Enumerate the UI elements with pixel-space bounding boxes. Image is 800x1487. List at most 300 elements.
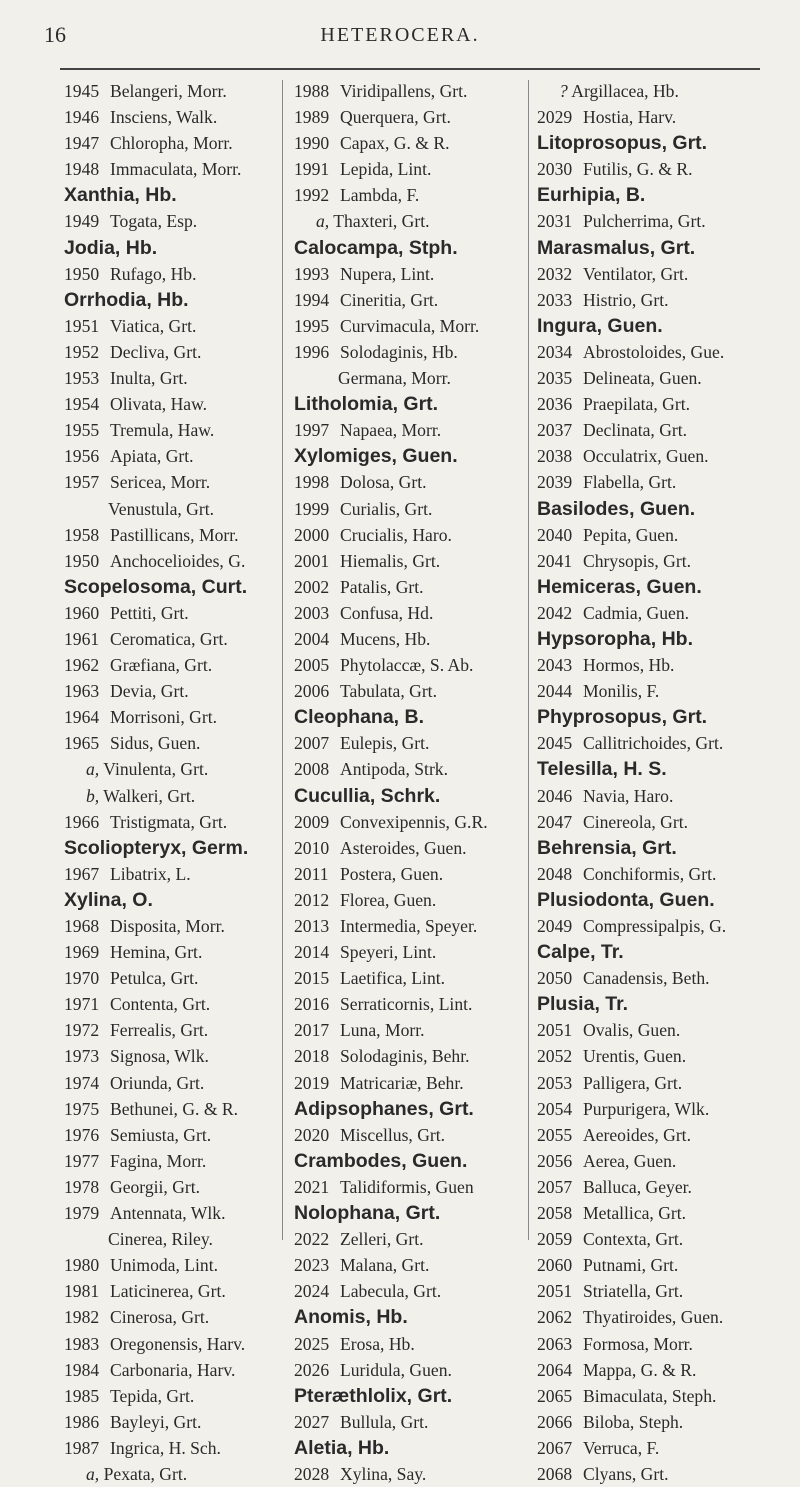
variety-name: Vinulenta, Grt. — [103, 759, 209, 780]
variety-name: Thaxteri, Grt. — [333, 211, 430, 232]
species-entry — [537, 1200, 787, 1226]
entry-number: 1974 — [64, 1072, 100, 1093]
entry-number: 1957 — [64, 472, 100, 493]
species-entry — [64, 809, 274, 835]
genus-heading: Orrhodia, Hb. — [64, 288, 189, 311]
species-entry — [64, 339, 274, 365]
species-name: Disposita, Morr. — [110, 916, 225, 936]
species-entry — [294, 1331, 520, 1357]
genus-heading: Scoliopteryx, Germ. — [64, 836, 249, 859]
species-name: Contexta, Grt. — [583, 1229, 684, 1250]
entry-number: 2038 — [537, 446, 573, 467]
genus-heading: Plusia, Tr. — [537, 993, 629, 1016]
species-entry — [64, 1043, 274, 1069]
species-name: Postera, Guen. — [340, 863, 444, 884]
species-name: Sericea, Morr. — [110, 472, 211, 493]
variety-label: a, — [86, 1463, 100, 1484]
entry-number: 2063 — [537, 1333, 573, 1354]
species-name: Lepida, Lint. — [340, 159, 432, 180]
species-entry — [294, 548, 520, 574]
species-entry — [294, 496, 520, 522]
entry-number: 2060 — [537, 1255, 573, 1276]
genus-heading: Hypsoropha, Hb. — [537, 627, 694, 650]
entry-number: 2034 — [537, 341, 573, 362]
species-entry — [537, 548, 787, 574]
entry-number: 2027 — [294, 1411, 330, 1432]
entry-number: 2002 — [294, 576, 330, 597]
running-head: HETEROCERA. — [320, 24, 480, 46]
column-1 — [64, 78, 274, 1487]
species-name: Tabulata, Grt. — [340, 681, 437, 702]
species-entry — [294, 678, 520, 704]
species-name: Florea, Guen. — [340, 889, 437, 910]
entry-number: 1997 — [294, 420, 330, 441]
species-entry — [64, 522, 274, 548]
entry-number: 2058 — [537, 1203, 573, 1224]
entry-number: 1979 — [64, 1203, 100, 1224]
entry-number: 2039 — [537, 472, 573, 493]
species-name: Georgii, Grt. — [110, 1176, 201, 1197]
species-name: Inulta, Grt. — [110, 368, 188, 389]
entry-number: 2020 — [294, 1124, 330, 1145]
entry-number: 1983 — [64, 1333, 100, 1354]
species-entry — [64, 1409, 274, 1435]
species-name: Cadmia, Guen. — [583, 602, 690, 623]
species-name: Occulatrix, Guen. — [583, 446, 709, 467]
species-entry — [64, 600, 274, 626]
entry-number: 1961 — [64, 628, 100, 649]
species-name: Hostia, Harv. — [583, 107, 677, 128]
species-entry — [64, 104, 274, 130]
species-entry — [64, 1357, 274, 1383]
species-entry — [294, 78, 520, 104]
genus-heading: Litholomia, Grt. — [294, 393, 439, 416]
species-name: Ferrealis, Grt. — [110, 1020, 209, 1041]
entry-number: 2035 — [537, 368, 573, 389]
entry-number: 2009 — [294, 811, 330, 832]
species-entry — [294, 1017, 520, 1043]
species-name: Purpurigera, Wlk. — [583, 1098, 710, 1119]
species-name: Togata, Esp. — [110, 211, 198, 232]
species-name: Histrio, Grt. — [583, 289, 669, 310]
species-name: Semiusta, Grt. — [110, 1124, 212, 1145]
species-entry — [294, 574, 520, 600]
species-entry — [537, 156, 787, 182]
species-name: Hormos, Hb. — [583, 655, 675, 676]
entry-number: 1990 — [294, 133, 330, 154]
entry-number: 1960 — [64, 602, 100, 623]
entry-number: 1992 — [294, 185, 330, 206]
entry-number: 2022 — [294, 1229, 330, 1250]
species-entry — [64, 1096, 274, 1122]
entry-number: 2033 — [537, 289, 573, 310]
entry-number: 1975 — [64, 1098, 100, 1119]
entry-number: 1986 — [64, 1411, 100, 1432]
species-entry — [64, 156, 274, 182]
species-name: Oriunda, Grt. — [110, 1072, 205, 1093]
species-name: Intermedia, Speyer. — [340, 916, 478, 936]
genus-heading: Aletia, Hb. — [294, 1436, 390, 1459]
entry-number: 1988 — [294, 81, 330, 101]
species-entry — [537, 391, 787, 417]
species-entry — [294, 1461, 520, 1487]
species-entry — [64, 1278, 274, 1304]
genus-heading: Litoprosopus, Grt. — [537, 132, 708, 155]
entry-number: 2067 — [537, 1437, 573, 1458]
species-entry — [64, 313, 274, 339]
column-3 — [537, 78, 787, 1487]
species-name: Olivata, Haw. — [110, 394, 208, 415]
species-entry — [537, 809, 787, 835]
species-entry — [64, 1122, 274, 1148]
entry-number: 1950 — [64, 550, 100, 571]
species-name: Phytolaccæ, S. Ab. — [340, 655, 474, 676]
entry-number: 1949 — [64, 211, 100, 232]
entry-number: 2051 — [537, 1281, 573, 1302]
species-name: Matricariæ, Behr. — [340, 1072, 464, 1093]
entry-number: 2042 — [537, 602, 573, 623]
species-entry — [537, 1331, 787, 1357]
entry-number: 2023 — [294, 1255, 330, 1276]
species-name: Canadensis, Beth. — [583, 968, 710, 989]
species-name: Futilis, G. & R. — [583, 159, 693, 180]
species-entry — [64, 704, 274, 730]
species-name: Belangeri, Morr. — [110, 81, 227, 101]
species-entry — [64, 1200, 274, 1226]
species-name: Patalis, Grt. — [340, 576, 424, 597]
species-name: Praepilata, Grt. — [583, 394, 690, 415]
entry-number: 1951 — [64, 315, 100, 336]
entry-number: 2017 — [294, 1020, 330, 1041]
species-entry — [537, 261, 787, 287]
variety-label: ? — [559, 81, 568, 101]
entry-number: 1985 — [64, 1385, 100, 1406]
genus-heading: Anomis, Hb. — [294, 1306, 408, 1329]
genus-heading: Calpe, Tr. — [537, 941, 624, 964]
species-entry — [64, 861, 274, 887]
species-entry — [64, 730, 274, 756]
species-entry — [294, 887, 520, 913]
species-name: Flabella, Grt. — [583, 472, 677, 493]
entry-number: 2007 — [294, 733, 330, 754]
variety-entry — [294, 208, 520, 234]
species-entry — [64, 365, 274, 391]
entry-number: 1954 — [64, 394, 100, 415]
entry-number: 1969 — [64, 942, 100, 963]
species-name: Cineritia, Grt. — [340, 289, 439, 310]
species-entry — [64, 1383, 274, 1409]
species-entry — [64, 208, 274, 234]
species-name: Labecula, Grt. — [340, 1281, 442, 1302]
genus-heading: Eurhipia, B. — [537, 184, 646, 207]
species-entry — [64, 443, 274, 469]
species-name: Unimoda, Lint. — [110, 1255, 218, 1276]
genus-heading: Scopelosoma, Curt. — [64, 575, 248, 598]
species-name: Aereoides, Grt. — [583, 1124, 691, 1145]
entry-number: 1968 — [64, 916, 100, 936]
species-entry — [294, 1252, 520, 1278]
species-name: Viridipallens, Grt. — [340, 81, 468, 101]
species-name: Oregonensis, Harv. — [110, 1333, 246, 1354]
entry-number: 1995 — [294, 315, 330, 336]
species-name: Convexipennis, G.R. — [340, 811, 488, 832]
species-entry — [294, 182, 520, 208]
variety-entry — [64, 1461, 274, 1487]
species-entry — [537, 1226, 787, 1252]
entry-number: 1989 — [294, 107, 330, 128]
species-entry — [64, 1174, 274, 1200]
entry-number: 2005 — [294, 655, 330, 676]
species-entry — [537, 913, 787, 939]
entry-number: 1946 — [64, 107, 100, 128]
entry-number: 2030 — [537, 159, 573, 180]
column-2 — [294, 78, 520, 1487]
entry-number: 2037 — [537, 420, 573, 441]
entry-number: 2025 — [294, 1333, 330, 1354]
entry-number: 2045 — [537, 733, 573, 754]
species-entry — [537, 965, 787, 991]
entry-number: 1963 — [64, 681, 100, 702]
species-entry — [294, 600, 520, 626]
species-name: Eulepis, Grt. — [340, 733, 430, 754]
entry-number: 2001 — [294, 550, 330, 571]
species-name: Declinata, Grt. — [583, 420, 688, 441]
entry-number: 1981 — [64, 1281, 100, 1302]
species-name: Malana, Grt. — [340, 1255, 430, 1276]
entry-number: 2036 — [537, 394, 573, 415]
species-name: Bullula, Grt. — [340, 1411, 429, 1432]
genus-heading: Xanthia, Hb. — [64, 184, 177, 207]
species-name: Ceromatica, Grt. — [110, 628, 228, 649]
species-entry — [64, 626, 274, 652]
entry-number: 2054 — [537, 1098, 573, 1119]
species-entry — [537, 1043, 787, 1069]
species-name: Verruca, F. — [583, 1437, 660, 1458]
entry-number: 2041 — [537, 550, 573, 571]
species-entry — [64, 913, 274, 939]
species-name: Devia, Grt. — [110, 681, 189, 702]
entry-number: 2006 — [294, 681, 330, 702]
genus-heading: Ingura, Guen. — [537, 314, 663, 337]
entry-number: 1947 — [64, 133, 100, 154]
species-entry — [537, 1148, 787, 1174]
genus-heading: Pteræthlolix, Grt. — [294, 1384, 453, 1407]
species-name: Insciens, Walk. — [110, 107, 218, 128]
species-entry — [64, 130, 274, 156]
synonym-entry: Venustula, Grt. — [108, 498, 215, 519]
species-entry — [537, 522, 787, 548]
species-name: Laticinerea, Grt. — [110, 1281, 226, 1302]
species-name: Rufago, Hb. — [110, 263, 197, 284]
species-name: Napaea, Morr. — [340, 420, 442, 441]
species-name: Cinereola, Grt. — [583, 811, 689, 832]
entry-number: 1958 — [64, 524, 100, 545]
species-entry — [64, 939, 274, 965]
species-entry — [294, 835, 520, 861]
species-entry — [537, 417, 787, 443]
species-entry — [294, 104, 520, 130]
entry-number: 1976 — [64, 1124, 100, 1145]
species-name: Balluca, Geyer. — [583, 1176, 692, 1197]
species-name: Ventilator, Grt. — [583, 263, 689, 284]
species-name: Hemina, Grt. — [110, 942, 203, 963]
species-name: Querquera, Grt. — [340, 107, 451, 128]
species-name: Chloropha, Morr. — [110, 133, 233, 154]
entry-number: 2046 — [537, 785, 573, 806]
species-name: Curvimacula, Morr. — [340, 315, 480, 336]
entry-number: 2053 — [537, 1072, 573, 1093]
species-name: Viatica, Grt. — [110, 315, 197, 336]
species-name: Immaculata, Morr. — [110, 159, 242, 180]
species-entry — [64, 1331, 274, 1357]
species-name: Contenta, Grt. — [110, 994, 211, 1015]
species-entry — [294, 965, 520, 991]
species-name: Hiemalis, Grt. — [340, 550, 441, 571]
species-entry — [294, 913, 520, 939]
species-name: Laetifica, Lint. — [340, 968, 446, 989]
entry-number: 2000 — [294, 524, 330, 545]
genus-heading: Behrensia, Grt. — [537, 836, 677, 859]
entry-number: 2010 — [294, 837, 330, 858]
species-entry — [64, 991, 274, 1017]
synonym-entry: Germana, Morr. — [338, 368, 451, 389]
page-number: 16 — [44, 22, 66, 47]
entry-number: 2003 — [294, 602, 330, 623]
entry-number: 2004 — [294, 628, 330, 649]
species-entry — [537, 1461, 787, 1487]
species-entry — [537, 600, 787, 626]
species-entry — [537, 1174, 787, 1200]
column-rule-2 — [528, 80, 529, 1240]
entry-number: 2047 — [537, 811, 573, 832]
species-entry — [294, 652, 520, 678]
species-name: Apiata, Grt. — [110, 446, 194, 467]
species-entry — [537, 1122, 787, 1148]
species-entry — [537, 1278, 787, 1304]
entry-number: 2011 — [294, 863, 329, 884]
species-name: Antennata, Wlk. — [110, 1203, 226, 1224]
genus-heading: Calocampa, Stph. — [294, 236, 458, 259]
species-name: Decliva, Grt. — [110, 341, 202, 362]
species-entry — [294, 313, 520, 339]
entry-number: 2050 — [537, 968, 573, 989]
entry-number: 1973 — [64, 1046, 100, 1067]
entry-number: 1965 — [64, 733, 100, 754]
entry-number: 2064 — [537, 1359, 573, 1380]
genus-heading: Jodia, Hb. — [64, 236, 158, 259]
species-entry — [537, 1357, 787, 1383]
variety-label: b, — [86, 785, 100, 806]
species-name: Asteroides, Guen. — [340, 837, 467, 858]
species-name: Petulca, Grt. — [110, 968, 199, 989]
species-name: Tristigmata, Grt. — [110, 811, 228, 832]
species-name: Morrisoni, Grt. — [110, 707, 218, 728]
species-entry — [537, 783, 787, 809]
species-name: Pastillicans, Morr. — [110, 524, 239, 545]
entry-number: 2066 — [537, 1411, 573, 1432]
entry-number: 2057 — [537, 1176, 573, 1197]
entry-number: 2026 — [294, 1359, 330, 1380]
species-name: Talidiformis, Guen — [340, 1176, 474, 1197]
entry-number: 1984 — [64, 1359, 100, 1380]
species-name: Palligera, Grt. — [583, 1072, 683, 1093]
variety-name: Argillacea, Hb. — [571, 81, 679, 101]
species-entry — [64, 1148, 274, 1174]
synonym-entry: Cinerea, Riley. — [108, 1229, 213, 1250]
species-name: Pettiti, Grt. — [110, 602, 189, 623]
species-entry — [294, 730, 520, 756]
entry-number: 1971 — [64, 994, 100, 1015]
species-name: Nupera, Lint. — [340, 263, 435, 284]
entry-number: 1955 — [64, 420, 100, 441]
entry-number: 1966 — [64, 811, 100, 832]
species-entry — [64, 261, 274, 287]
entry-number: 2019 — [294, 1072, 330, 1093]
species-entry — [294, 1070, 520, 1096]
species-entry — [294, 339, 520, 365]
entry-number: 2049 — [537, 916, 573, 936]
entry-number: 2059 — [537, 1229, 573, 1250]
entry-number: 1994 — [294, 289, 330, 310]
entry-number: 2051 — [537, 1020, 573, 1041]
species-name: Confusa, Hd. — [340, 602, 434, 623]
species-entry — [537, 443, 787, 469]
species-entry — [64, 469, 274, 495]
species-name: Pepita, Guen. — [583, 524, 679, 545]
species-entry — [64, 78, 274, 104]
species-name: Capax, G. & R. — [340, 133, 450, 154]
entry-number: 2015 — [294, 968, 330, 989]
entry-number: 2043 — [537, 655, 573, 676]
species-name: Pulcherrima, Grt. — [583, 211, 706, 232]
species-entry — [64, 678, 274, 704]
entry-number: 2008 — [294, 759, 330, 780]
species-name: Curialis, Grt. — [340, 498, 433, 519]
species-name: Signosa, Wlk. — [110, 1046, 209, 1067]
genus-heading: Xylina, O. — [64, 888, 153, 911]
species-entry — [64, 1435, 274, 1461]
species-entry — [294, 756, 520, 782]
genus-heading: Nolophana, Grt. — [294, 1202, 441, 1225]
entry-number: 2040 — [537, 524, 573, 545]
entry-number: 1977 — [64, 1150, 100, 1171]
species-name: Xylina, Say. — [340, 1463, 427, 1484]
entry-number: 2014 — [294, 942, 330, 963]
entry-number: 1948 — [64, 159, 100, 180]
entry-number: 2028 — [294, 1463, 330, 1484]
species-entry — [64, 548, 274, 574]
entry-number: 2021 — [294, 1176, 330, 1197]
species-name: Libatrix, L. — [110, 863, 191, 884]
species-name: Cinerosa, Grt. — [110, 1307, 210, 1328]
species-name: Sidus, Guen. — [110, 733, 201, 754]
entry-number: 1962 — [64, 655, 100, 676]
genus-heading: Adipsophanes, Grt. — [294, 1097, 474, 1120]
entry-number: 2031 — [537, 211, 573, 232]
entry-number: 1967 — [64, 863, 100, 884]
variety-label: a, — [86, 759, 100, 780]
entry-number: 2016 — [294, 994, 330, 1015]
species-name: Aerea, Guen. — [583, 1150, 677, 1171]
species-entry — [537, 1409, 787, 1435]
species-name: Luridula, Guen. — [340, 1359, 452, 1380]
species-name: Solodaginis, Behr. — [340, 1046, 470, 1067]
species-entry — [64, 1304, 274, 1330]
species-name: Crucialis, Haro. — [340, 524, 452, 545]
species-entry — [294, 1043, 520, 1069]
variety-name: Pexata, Grt. — [103, 1463, 188, 1484]
genus-heading: Basilodes, Guen. — [537, 497, 696, 520]
